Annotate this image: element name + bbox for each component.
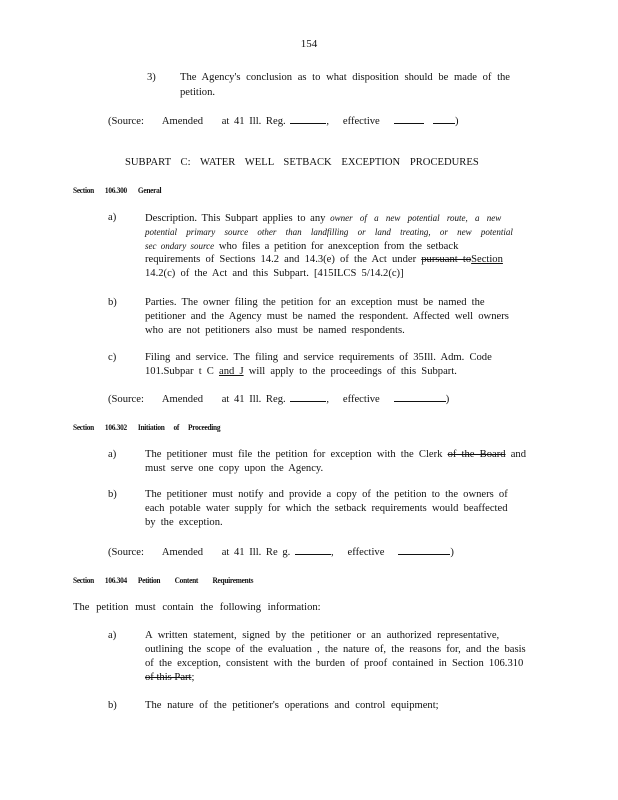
source-amended: Amended — [161, 116, 204, 127]
section-word: Section — [73, 576, 94, 585]
source-reg: at 41 Ill. Reg. — [221, 116, 286, 127]
section-number: 106.304 — [104, 576, 127, 585]
source-open: (Source: — [108, 394, 144, 405]
reg-blank — [290, 114, 326, 124]
para-a-line3 — [145, 239, 458, 254]
item-3-line2: petition. — [180, 87, 216, 98]
date-blank — [433, 114, 455, 124]
source-note-3: (Source: Amended at 41 Ill. Re g. , effective ) — [108, 547, 454, 558]
para-b-line2: each potable water supply for which the setback requirements would beaffected — [145, 503, 508, 514]
para-a-italic: sec ondary source — [145, 241, 215, 251]
item-3-label: 3) — [147, 72, 156, 83]
section-word: Section — [73, 423, 94, 432]
para-a-text: ; — [191, 672, 195, 683]
para-b-line1: Parties. The owner filing the petition for an exception must be named the — [145, 297, 485, 308]
para-a-text: The petitioner must file the petition for exception with the Clerk — [145, 449, 443, 460]
para-a-line4 — [145, 671, 194, 685]
para-b-line3: by the exception. — [145, 517, 223, 528]
source-close: ) — [445, 394, 450, 405]
para-c-label: c) — [108, 352, 117, 363]
para-a-italic: owner of a new potential route, a new — [330, 213, 502, 223]
para-b-line1: The petitioner must notify and provide a copy of the petition to the owners of — [145, 489, 508, 500]
section-number: 106.300 — [104, 186, 127, 195]
para-a-line3: of the exception, consistent with the burden of proof contained in Section 106.310 — [145, 658, 524, 669]
para-b-label: b) — [108, 700, 117, 711]
section-word: Section — [73, 186, 94, 195]
source-reg: at 41 Ill. Reg. — [221, 394, 286, 405]
section-title: Petition Content Requirements — [137, 576, 254, 585]
para-a-label: a) — [108, 449, 117, 460]
para-c-text: 101.Subpar t C — [145, 366, 214, 377]
para-a-line1 — [145, 448, 526, 462]
source-amended: Amended — [161, 547, 204, 558]
source-note-2: (Source: Amended at 41 Ill. Reg. , effective ) — [108, 394, 450, 405]
para-a-line1: A written statement, signed by the petitioner or an authorized representative, — [145, 630, 500, 641]
stricken-text: of this Part — [145, 672, 192, 683]
para-c-text: will apply to the proceedings of this Subpart. — [248, 366, 457, 377]
source-note-1: (Source: Amended at 41 Ill. Reg. , effective ) — [108, 116, 459, 127]
para-a-line5: 14.2(c) of the Act and this Subpart. [415ILCS 5/14.2(c)] — [145, 268, 404, 279]
section-header-106-304 — [73, 576, 253, 585]
source-open: (Source: — [108, 116, 144, 127]
para-a-text: requirements of Sections 14.2 and 14.3(e) of the Act under — [145, 254, 417, 265]
para-a-line2: potential primary source other than landfilling or land treating, or new potential — [145, 227, 513, 237]
source-open: (Source: — [108, 547, 144, 558]
source-close: ) — [455, 116, 459, 127]
section-title: Initiation of Proceeding — [137, 423, 221, 432]
date-blank — [398, 545, 450, 555]
source-amended: Amended — [161, 394, 204, 405]
section-header-106-300 — [73, 186, 161, 195]
source-effective: effective — [347, 547, 385, 558]
section-header-106-302 — [73, 423, 220, 432]
section-title: General — [137, 186, 162, 195]
para-a-text: and — [510, 449, 526, 460]
reg-blank — [290, 392, 326, 402]
para-b-label: b) — [108, 297, 117, 308]
para-a-line1 — [145, 211, 501, 226]
item-3-line1: The Agency's conclusion as to what disposition should be made of the — [180, 72, 511, 83]
para-b-label: b) — [108, 489, 117, 500]
para-a-text: Description. This Subpart applies to any — [145, 213, 326, 224]
para-a-text: who files a petition for anexception from the setback — [218, 241, 459, 252]
para-a-line2: must serve one copy upon the Agency. — [145, 463, 324, 474]
para-b-line3: who are not petitioners also must be named respondents. — [145, 325, 405, 336]
section-number: 106.302 — [104, 423, 127, 432]
stricken-text: pursuant to — [421, 254, 472, 265]
para-a-line4 — [145, 253, 503, 267]
inserted-text: and J — [219, 366, 244, 377]
reg-blank — [295, 545, 331, 555]
para-a-label: a) — [108, 212, 117, 223]
date-blank — [394, 114, 424, 124]
para-b-line2: petitioner and the Agency must be named the respondent. Affected well owners — [145, 311, 509, 322]
para-a-label: a) — [108, 630, 117, 641]
para-a-line2: outlining the scope of the evaluation , the nature of, the reasons for, and the basis — [145, 644, 526, 655]
para-b-line1: The nature of the petitioner's operations and control equipment; — [145, 700, 439, 711]
date-blank — [394, 392, 446, 402]
inserted-text: Section — [471, 254, 503, 265]
page-number: 154 — [300, 38, 318, 50]
subpart-title: SUBPART C: WATER WELL SETBACK EXCEPTION PROCEDURES — [125, 157, 479, 168]
stricken-text: of the Board — [447, 449, 506, 460]
source-effective: effective — [342, 394, 380, 405]
source-reg: at 41 Ill. Re g. — [221, 547, 291, 558]
petition-intro: The petition must contain the following information: — [73, 602, 321, 613]
para-c-line2 — [145, 365, 457, 379]
para-c-line1: Filing and service. The filing and service requirements of 35Ill. Adm. Code — [145, 352, 492, 363]
source-effective: effective — [342, 116, 380, 127]
source-close: ) — [450, 547, 454, 558]
